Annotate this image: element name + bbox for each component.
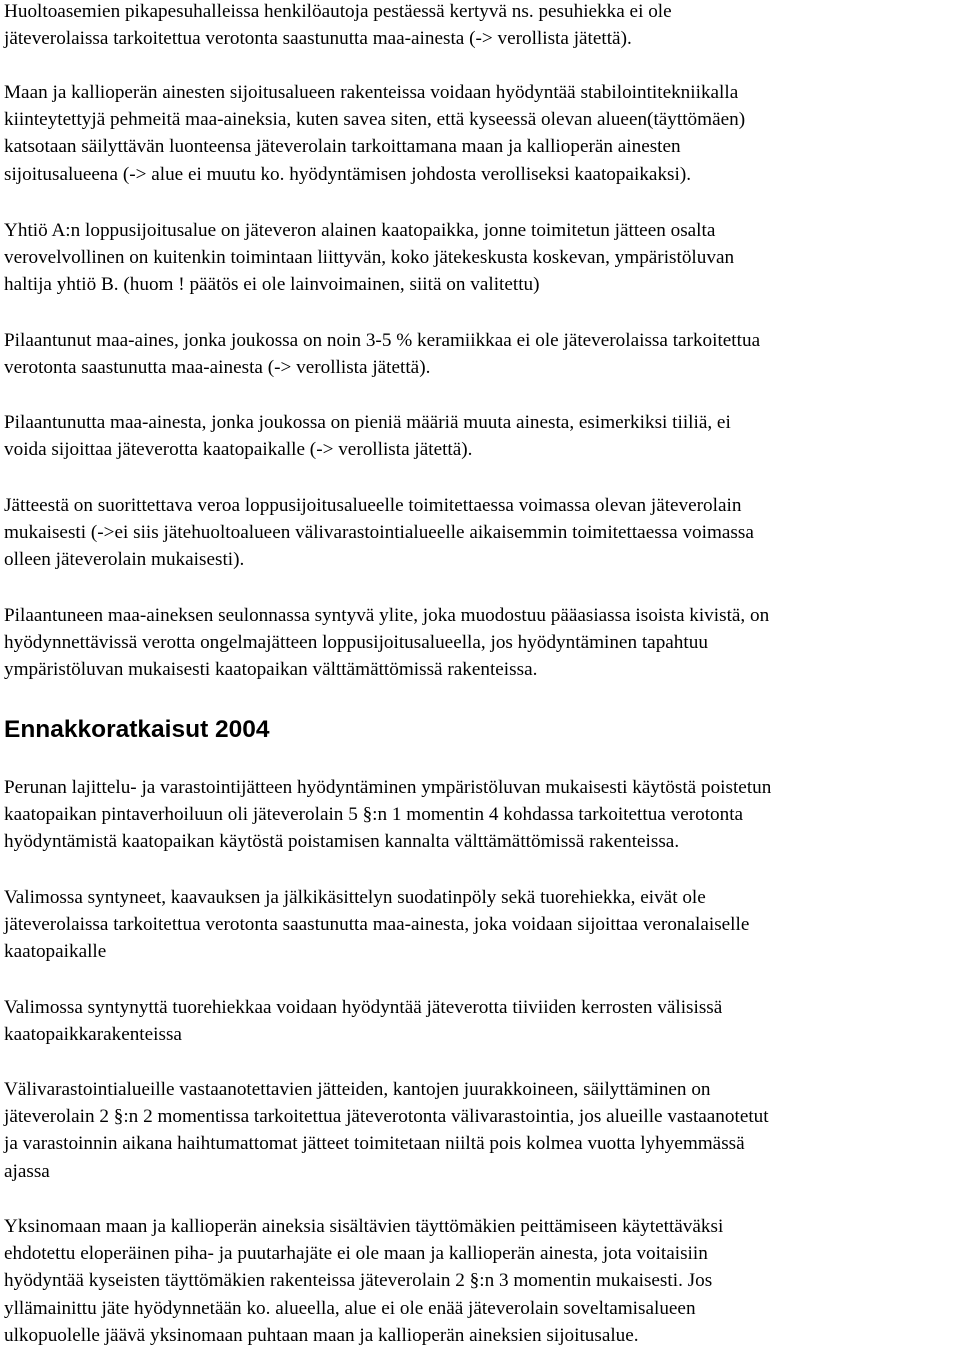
text-line: Huoltoasemien pikapesuhalleissa henkilöautoja pestäessä kertyvä ns. pesuhiekka ei ole <box>4 1 672 22</box>
text-line: olleen jäteverolain mukaisesti). <box>4 549 245 571</box>
paragraph-taytomaet <box>4 1213 723 1349</box>
text-line: voida sijoittaa jäteverotta kaatopaikalle (-> verollista jätettä). <box>4 439 473 461</box>
text-line: jäteverolain 2 §:n 2 momentissa tarkoitettua jäteverotonta välivarastointia, jos alueille vastaanotetut <box>4 1106 769 1128</box>
text-line: Pilaantuneen maa-aineksen seulonnassa syntyvä ylite, joka muodostuu pääasiassa isoista kivistä, on <box>4 605 770 626</box>
text-line: Valimossa syntyneet, kaavauksen ja jälkikäsittelyn suodatinpöly sekä tuorehiekka, eivät ole <box>4 887 706 908</box>
text-line: Yksinomaan maan ja kallioperän aineksia sisältävien täyttömäkien peittämiseen käytettäväksi <box>4 1216 724 1237</box>
paragraph-pesuhiekka <box>4 0 672 52</box>
text-line: ja varastoinnin aikana haihtumattomat jätteet toimitetaan niiltä pois kolmea vuotta lyhyemmässä <box>4 1133 745 1155</box>
paragraph-valimo-tuorehiekka <box>4 994 722 1048</box>
text-line: sijoitusalueena (-> alue ei muutu ko. hyödyntämisen johdosta verolliseksi kaatopaikaksi). <box>4 163 692 185</box>
paragraph-valimo-suodatinpoly <box>4 884 749 966</box>
text-line: Maan ja kallioperän ainesten sijoitusalueen rakenteissa voidaan hyödyntää stabilointitekniikalla <box>4 82 739 103</box>
text-line: kaatopaikalle <box>4 941 107 963</box>
text-line: Valimossa syntynyttä tuorehiekkaa voidaan hyödyntää jäteverotta tiiviiden kerrosten välisissä <box>4 997 723 1018</box>
text-line: Yhtiö A:n loppusijoitusalue on jäteveron alainen kaatopaikka, jonne toimitetun jätteen osalta <box>4 220 716 241</box>
text-line: kiinteytettyjä pehmeitä maa-aineksia, kuten savea siten, että kyseessä olevan alueen(täyttömäen) <box>4 109 746 131</box>
text-line: ympäristöluvan mukaisesti kaatopaikan välttämättömissä rakenteissa. <box>4 659 538 681</box>
text-line: haltija yhtiö B. (huom ! päätös ei ole lainvoimainen, siitä on valitettu) <box>4 274 540 296</box>
text-line: Jätteestä on suorittettava veroa loppusijoitusalueelle toimitettaessa voimassa olevan jäteverolain <box>4 495 742 516</box>
text-line: hyödyntää kyseisten täyttömäkien rakenteissa jäteverolain 2 §:n 3 momentin mukaisesti. Jos <box>4 1270 713 1292</box>
text-line: verotonta saastunutta maa-ainesta (-> verollista jätettä). <box>4 357 431 379</box>
text-line: jäteverolaissa tarkoitettua verotonta saastunutta maa-ainesta (-> verollista jätettä). <box>4 28 632 50</box>
text-line: jäteverolaissa tarkoitettua verotonta saastunutta maa-ainesta, joka voidaan sijoittaa veronalaiselle <box>4 914 750 936</box>
text-line: kaatopaikkarakenteissa <box>4 1024 182 1046</box>
text-line: Pilaantunut maa-aines, jonka joukossa on noin 3-5 % keramiikkaa ei ole jäteverolaissa tarkoitettua <box>4 330 761 351</box>
text-line: kaatopaikan pintaverhoiluun oli jäteverolain 5 §:n 1 momentin 4 kohdassa tarkoitettua verotonta <box>4 804 744 826</box>
paragraph-stabilointi <box>4 79 745 188</box>
text-line: Välivarastointialueille vastaanotettavien jätteiden, kantojen juurakkoineen, säilyttäminen on <box>4 1079 711 1100</box>
text-line: verovelvollinen on kuitenkin toimintaan liittyvän, koko jätekeskusta koskevan, ympäristöluvan <box>4 247 735 269</box>
text-line: hyödynnettävissä verotta ongelmajätteen loppusijoitusalueella, jos hyödyntäminen tapahtuu <box>4 632 708 654</box>
text-line: Perunan lajittelu- ja varastointijätteen hyödyntäminen ympäristöluvan mukaisesti käytöstä poistetun <box>4 777 772 798</box>
text-line: katsotaan säilyttävän luonteensa jäteverolain tarkoittamana maan ja kallioperän ainesten <box>4 136 681 158</box>
text-line: ulkopuolelle jäävä yksinomaan puhtaan maan ja kallioperän aineksien sijoitusalue. <box>4 1324 639 1346</box>
text-line: Pilaantunutta maa-ainesta, jonka joukossa on pieniä määriä muuta ainesta, esimerkiksi tiiliä, ei <box>4 412 731 433</box>
paragraph-seulonta <box>4 602 769 684</box>
paragraph-vero-loppusijoitus <box>4 492 754 574</box>
section-heading: Ennakkoratkaisut 2004 <box>4 716 270 743</box>
text-line: mukaisesti (->ei siis jätehuoltoalueen välivarastointialueelle aikaisemmin toimitettaessa voimassa <box>4 522 754 544</box>
paragraph-peruna <box>4 774 771 856</box>
text-line: ehdotettu eloperäinen piha- ja puutarhajäte ei ole maan ja kallioperän ainesta, jota voitaisiin <box>4 1243 708 1265</box>
paragraph-valivarastointi <box>4 1076 769 1185</box>
text-line: yllämainittu jäte hyödynnetään ko. alueella, alue ei ole enää jäteverolain soveltamisalueen <box>4 1297 696 1319</box>
text-line: hyödyntämistä kaatopaikan käytöstä poistamisen kannalta välttämättömissä rakenteissa. <box>4 831 680 853</box>
text-line: ajassa <box>4 1160 50 1182</box>
paragraph-yhtio-a <box>4 217 734 299</box>
paragraph-tiilia <box>4 409 731 463</box>
paragraph-keramiikka <box>4 327 760 381</box>
